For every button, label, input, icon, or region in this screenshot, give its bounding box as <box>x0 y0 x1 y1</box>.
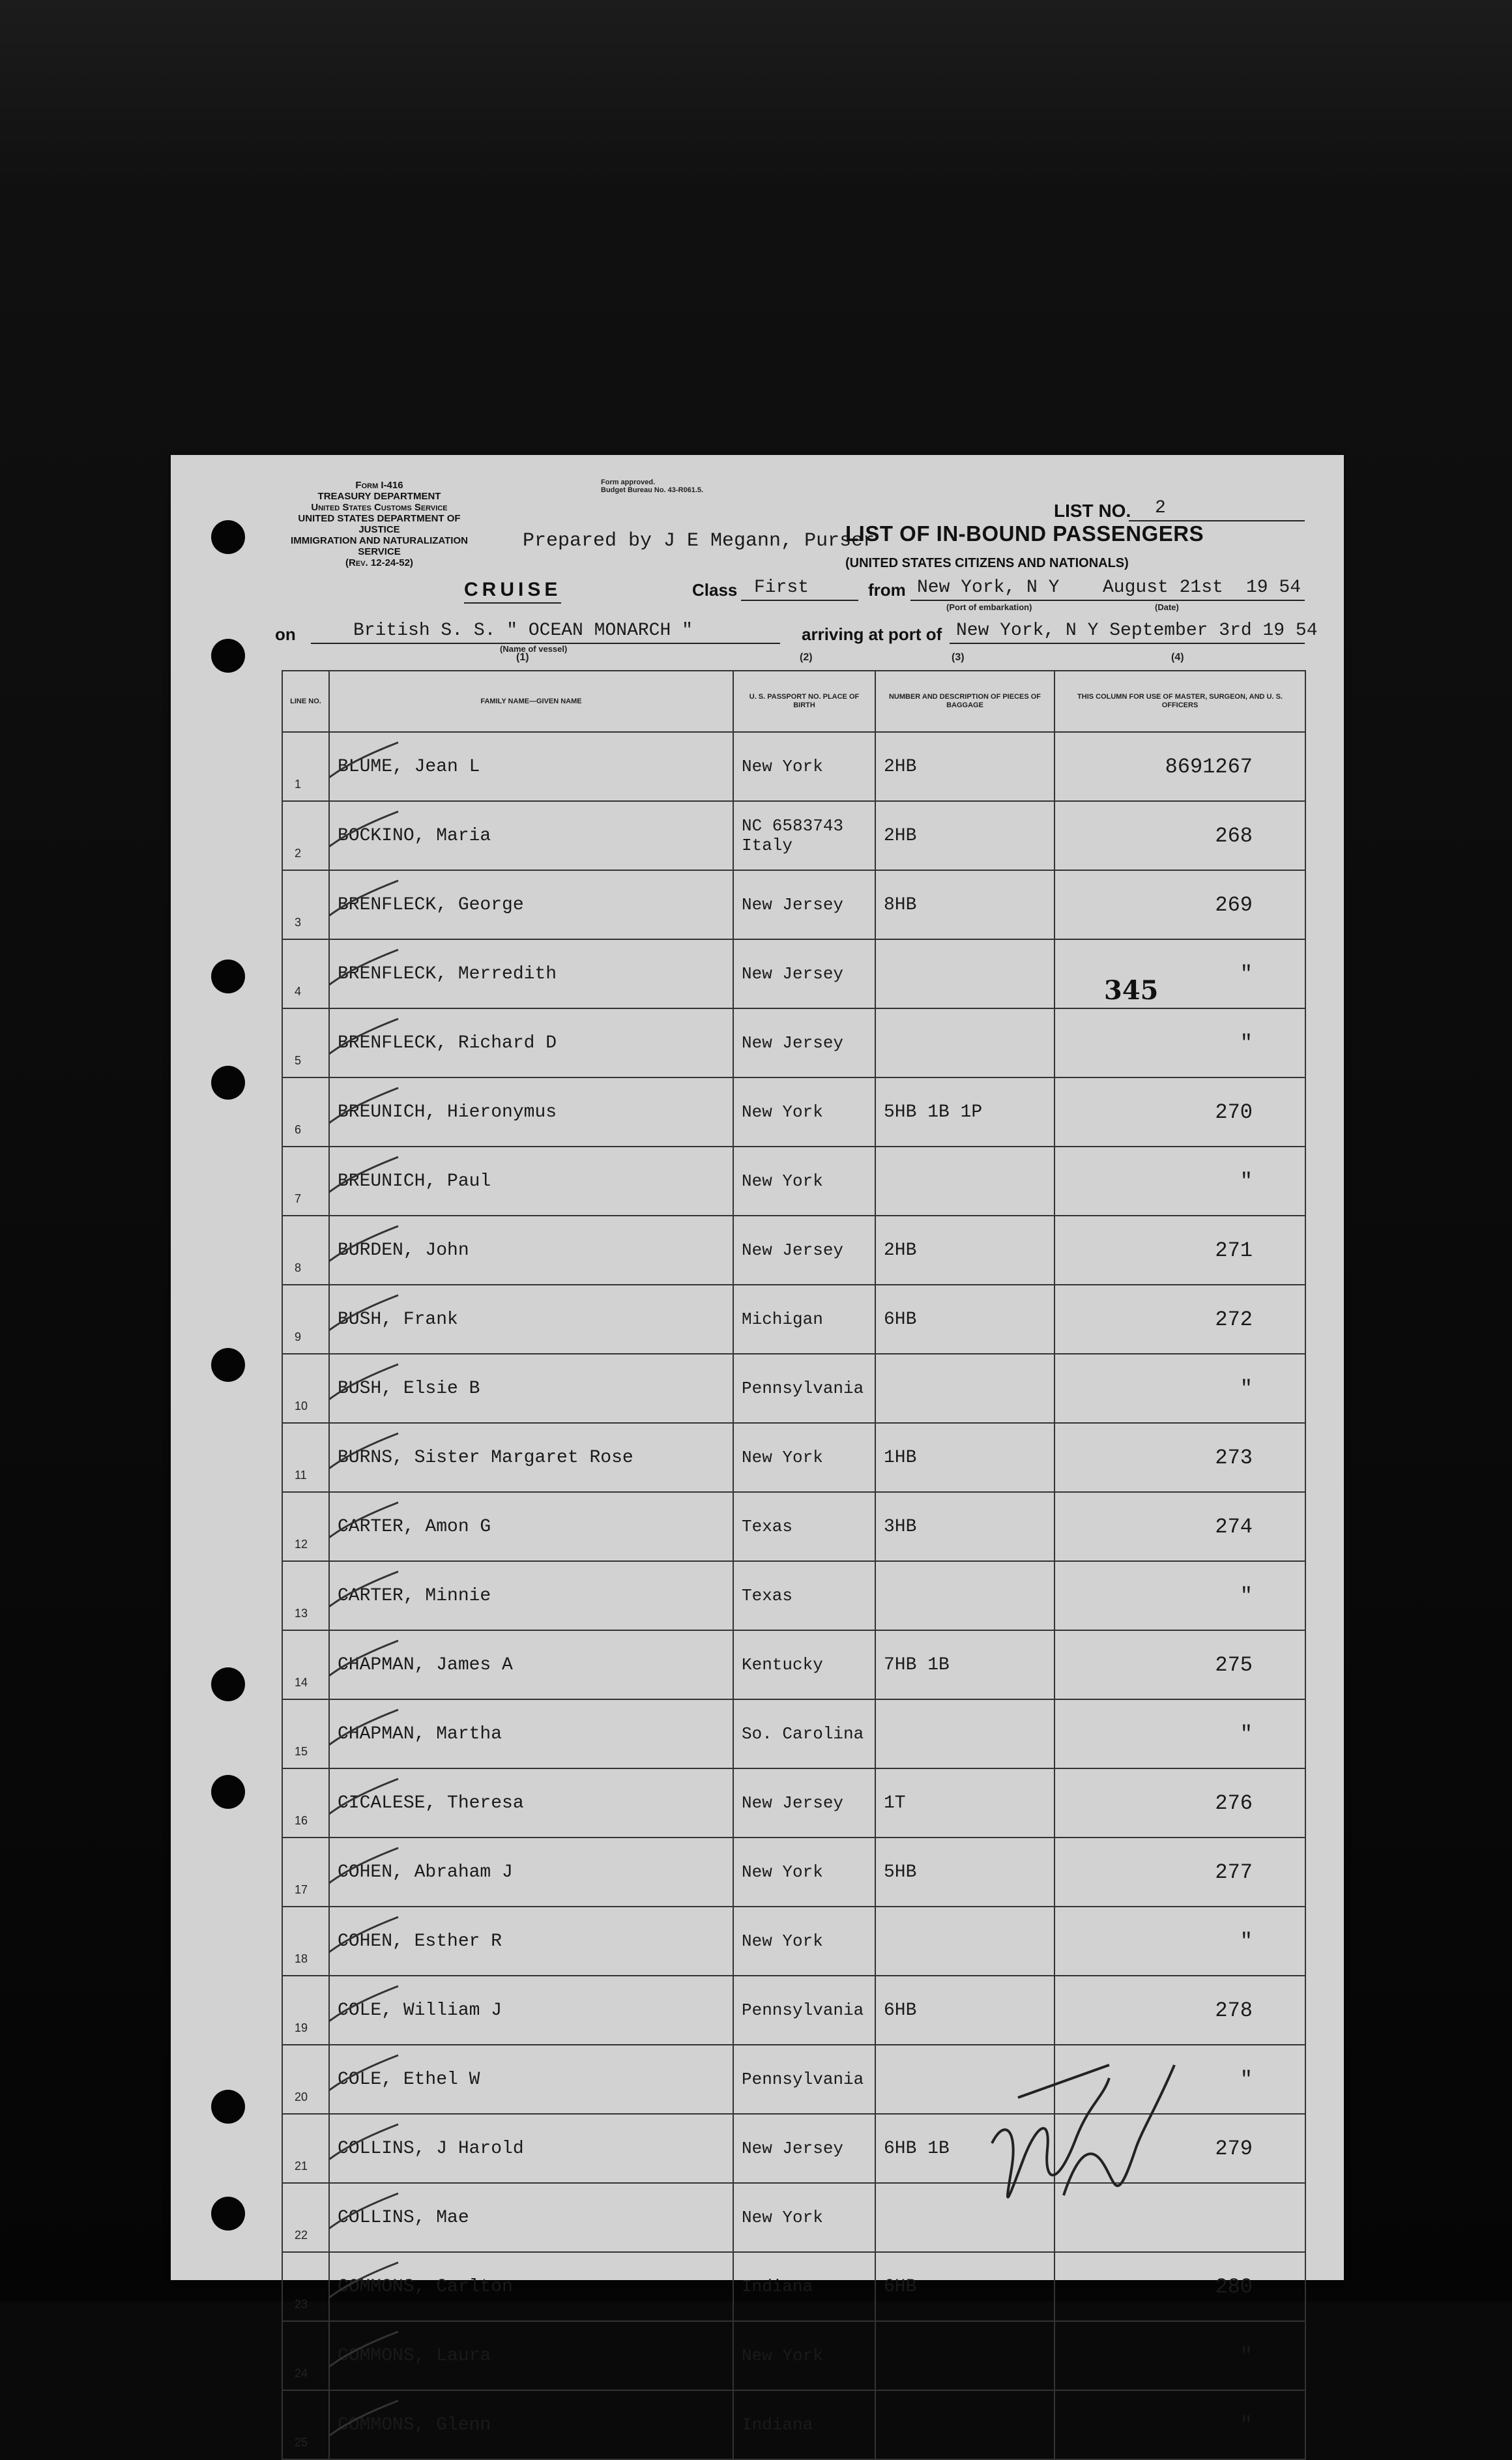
customs-label: United States Customs Service <box>311 502 448 513</box>
check-mark <box>329 2190 401 2236</box>
baggage-description: 6HB <box>875 1285 1054 1354</box>
manifest-page <box>171 455 1344 2449</box>
prepared-by: Prepared by J E Megann, Purser <box>523 530 875 552</box>
passenger-name: BURNS, Sister Margaret Rose <box>329 1423 733 1492</box>
vessel-value: British S. S. " OCEAN MONARCH " <box>353 621 693 641</box>
officer-use-value: 272 <box>1054 1285 1305 1354</box>
line-number: 5 <box>282 1008 329 1077</box>
form-approved-label: Form approved. <box>601 478 656 486</box>
date-caption: (Date) <box>1155 602 1179 612</box>
officer-use-value: 273 <box>1054 1423 1305 1492</box>
embarkation-port-value: New York, N Y <box>917 578 1060 598</box>
baggage-description <box>875 1699 1054 1768</box>
column-number-2: (2) <box>800 652 813 663</box>
column-number-3: (3) <box>952 652 965 663</box>
line-number: 22 <box>282 2183 329 2252</box>
port-caption: (Port of embarkation) <box>946 602 1032 612</box>
line-number: 13 <box>282 1561 329 1630</box>
baggage-description <box>875 1907 1054 1976</box>
place-of-birth: Michigan <box>733 1285 875 1354</box>
line-number: 19 <box>282 1976 329 2045</box>
passenger-name: BREUNICH, Paul <box>329 1147 733 1216</box>
arrival-value: New York, N Y September 3rd 19 54 <box>956 621 1318 641</box>
table-row <box>282 1976 1305 2045</box>
officer-use-value: 275 <box>1054 1630 1305 1699</box>
baggage-description <box>875 2321 1054 2390</box>
passenger-name: COHEN, Abraham J <box>329 1838 733 1907</box>
baggage-description: 1HB <box>875 1423 1054 1492</box>
passenger-name: BRENFLECK, Merredith <box>329 939 733 1008</box>
place-of-birth: New York <box>733 1077 875 1147</box>
officer-use-value: " <box>1054 1008 1305 1077</box>
punch-hole <box>211 1775 245 1809</box>
passenger-name: COHEN, Esther R <box>329 1907 733 1976</box>
table-row <box>282 2321 1305 2390</box>
list-title: LIST OF IN-BOUND PASSENGERS <box>845 521 1204 546</box>
place-of-birth: New Jersey <box>733 1008 875 1077</box>
place-of-birth: New York <box>733 1838 875 1907</box>
line-number: 7 <box>282 1147 329 1216</box>
check-mark <box>329 2121 401 2167</box>
officer-use-value: 268 <box>1054 801 1305 870</box>
from-underline <box>910 600 1305 601</box>
place-of-birth: NC 6583743 Italy <box>733 801 875 870</box>
check-mark <box>329 1499 401 1545</box>
from-label: from <box>868 580 906 600</box>
officer-use-value: 276 <box>1054 1768 1305 1838</box>
table-row <box>282 2114 1305 2183</box>
table-row <box>282 1907 1305 1976</box>
officer-use-value: " <box>1054 1907 1305 1976</box>
line-number: 4 <box>282 939 329 1008</box>
check-mark <box>329 1706 401 1752</box>
passenger-name: COLE, William J <box>329 1976 733 2045</box>
line-number: 20 <box>282 2045 329 2114</box>
baggage-description: 6HB <box>875 2252 1054 2321</box>
place-of-birth: Indiana <box>733 2252 875 2321</box>
class-underline <box>741 600 858 601</box>
officer-use-value: 271 <box>1054 1216 1305 1285</box>
officer-use-value: " <box>1054 2321 1305 2390</box>
embarkation-year-value: 19 54 <box>1246 578 1301 598</box>
place-of-birth: New Jersey <box>733 939 875 1008</box>
baggage-description <box>875 2045 1054 2114</box>
check-mark <box>329 1776 401 1821</box>
table-header-row <box>282 671 1305 732</box>
baggage-description: 6HB 1B <box>875 2114 1054 2183</box>
line-number: 15 <box>282 1699 329 1768</box>
passenger-name: COLLINS, Mae <box>329 2183 733 2252</box>
punch-hole <box>211 520 245 554</box>
stamp-number: 345 <box>1104 975 1159 1006</box>
check-mark <box>329 1016 401 1061</box>
baggage-description: 5HB <box>875 1838 1054 1907</box>
place-of-birth: Pennsylvania <box>733 1354 875 1423</box>
table-row <box>282 1147 1305 1216</box>
table-row <box>282 870 1305 939</box>
line-number: 8 <box>282 1216 329 1285</box>
form-number: Form I-416 <box>355 480 403 491</box>
on-label: on <box>275 624 296 644</box>
table-row <box>282 2390 1305 2459</box>
check-mark <box>329 2259 401 2305</box>
passenger-name: BOCKINO, Maria <box>329 801 733 870</box>
officer-use-value: " <box>1054 1699 1305 1768</box>
officer-use-value: 278 <box>1054 1976 1305 2045</box>
punch-hole <box>211 639 245 673</box>
table-row <box>282 1492 1305 1561</box>
baggage-description: 3HB <box>875 1492 1054 1561</box>
table-row <box>282 1838 1305 1907</box>
place-of-birth: Pennsylvania <box>733 1976 875 2045</box>
check-mark <box>329 1430 401 1476</box>
vessel-caption: (Name of vessel) <box>500 644 568 654</box>
baggage-description <box>875 1354 1054 1423</box>
line-number: 6 <box>282 1077 329 1147</box>
place-of-birth: New York <box>733 1147 875 1216</box>
passenger-name: BURDEN, John <box>329 1216 733 1285</box>
check-mark <box>329 1568 401 1614</box>
place-of-birth: Kentucky <box>733 1630 875 1699</box>
header-line-no: LINE NO. <box>282 671 329 732</box>
passenger-name: CICALESE, Theresa <box>329 1768 733 1838</box>
baggage-description: 8HB <box>875 870 1054 939</box>
officer-use-value: 277 <box>1054 1838 1305 1907</box>
table-row <box>282 1699 1305 1768</box>
line-number: 23 <box>282 2252 329 2321</box>
revision-label: (Rev. 12-24-52) <box>345 557 413 568</box>
line-number: 11 <box>282 1423 329 1492</box>
check-mark <box>329 1637 401 1683</box>
baggage-description: 7HB 1B <box>875 1630 1054 1699</box>
check-mark <box>329 1223 401 1268</box>
baggage-description <box>875 1147 1054 1216</box>
list-no-value: 2 <box>1155 498 1166 518</box>
form-approved-block <box>601 478 703 494</box>
passenger-name: CHAPMAN, Martha <box>329 1699 733 1768</box>
table-row <box>282 2252 1305 2321</box>
table-row <box>282 2183 1305 2252</box>
passenger-name: BREUNICH, Hieronymus <box>329 1077 733 1147</box>
check-mark <box>329 946 401 992</box>
arriving-label: arriving at port of <box>802 624 942 644</box>
place-of-birth: Pennsylvania <box>733 2045 875 2114</box>
punch-hole <box>211 1348 245 1382</box>
officer-use-value: 280 <box>1054 2252 1305 2321</box>
officer-use-value: " <box>1054 939 1305 1008</box>
check-mark <box>329 1292 401 1338</box>
place-of-birth: Indiana <box>733 2390 875 2459</box>
officer-use-value: " <box>1054 1561 1305 1630</box>
header-baggage: NUMBER AND DESCRIPTION OF PIECES OF BAGGAGE <box>875 671 1054 732</box>
check-mark <box>329 1983 401 2028</box>
budget-bureau-label: Budget Bureau No. 43-R061.5. <box>601 486 704 494</box>
check-mark <box>329 1154 401 1199</box>
passenger-name: COLLINS, J Harold <box>329 2114 733 2183</box>
list-subtitle: (UNITED STATES CITIZENS AND NATIONALS) <box>845 556 1129 570</box>
baggage-description <box>875 1561 1054 1630</box>
list-no-label: LIST NO. <box>1054 501 1131 521</box>
passenger-table-wrap <box>282 670 1305 2460</box>
cruise-label: CRUISE <box>464 579 561 604</box>
place-of-birth: New Jersey <box>733 2114 875 2183</box>
check-mark <box>329 877 401 923</box>
check-mark <box>329 808 401 854</box>
check-mark <box>329 2397 401 2443</box>
punch-hole <box>211 1667 245 1701</box>
place-of-birth: New York <box>733 1423 875 1492</box>
table-row <box>282 1561 1305 1630</box>
table-row <box>282 1768 1305 1838</box>
class-value: First <box>754 578 809 598</box>
passenger-name: COMMONS, Carlton <box>329 2252 733 2321</box>
place-of-birth: So. Carolina <box>733 1699 875 1768</box>
embarkation-date-value: August 21st <box>1103 578 1223 598</box>
baggage-description: 6HB <box>875 1976 1054 2045</box>
table-row <box>282 1077 1305 1147</box>
check-mark <box>329 1361 401 1407</box>
treasury-label: TREASURY DEPARTMENT <box>317 491 441 502</box>
table-row <box>282 1630 1305 1699</box>
check-mark <box>329 739 401 785</box>
check-mark <box>329 2328 401 2374</box>
passenger-name: COLE, Ethel W <box>329 2045 733 2114</box>
class-label: Class <box>692 580 738 600</box>
place-of-birth: New York <box>733 2321 875 2390</box>
check-mark <box>329 1845 401 1890</box>
officer-use-value: " <box>1054 2390 1305 2459</box>
baggage-description <box>875 2390 1054 2459</box>
baggage-description <box>875 939 1054 1008</box>
place-of-birth: New York <box>733 732 875 801</box>
baggage-description: 2HB <box>875 801 1054 870</box>
line-number: 1 <box>282 732 329 801</box>
passenger-name: BUSH, Frank <box>329 1285 733 1354</box>
table-row <box>282 2045 1305 2114</box>
passenger-name: CARTER, Amon G <box>329 1492 733 1561</box>
passenger-name: BLUME, Jean L <box>329 732 733 801</box>
header-name: FAMILY NAME—GIVEN NAME <box>329 671 733 732</box>
baggage-description <box>875 1008 1054 1077</box>
table-row <box>282 801 1305 870</box>
place-of-birth: New Jersey <box>733 1768 875 1838</box>
line-number: 9 <box>282 1285 329 1354</box>
officer-use-value: 274 <box>1054 1492 1305 1561</box>
baggage-description: 2HB <box>875 732 1054 801</box>
baggage-description <box>875 2183 1054 2252</box>
header-passport: U. S. PASSPORT NO. PLACE OF BIRTH <box>733 671 875 732</box>
officer-use-value: 270 <box>1054 1077 1305 1147</box>
place-of-birth: Texas <box>733 1492 875 1561</box>
officer-use-value: " <box>1054 1354 1305 1423</box>
table-row <box>282 1423 1305 1492</box>
baggage-description: 5HB 1B 1P <box>875 1077 1054 1147</box>
officer-use-value: 279 <box>1054 2114 1305 2183</box>
passenger-name: BRENFLECK, Richard D <box>329 1008 733 1077</box>
passenger-table <box>282 670 1306 2460</box>
punch-hole <box>211 2197 245 2231</box>
line-number: 25 <box>282 2390 329 2459</box>
place-of-birth: New York <box>733 2183 875 2252</box>
line-number: 2 <box>282 801 329 870</box>
check-mark <box>329 2052 401 2098</box>
place-of-birth: New Jersey <box>733 870 875 939</box>
line-number: 18 <box>282 1907 329 1976</box>
baggage-description: 2HB <box>875 1216 1054 1285</box>
line-number: 24 <box>282 2321 329 2390</box>
passenger-name: BUSH, Elsie B <box>329 1354 733 1423</box>
line-number: 12 <box>282 1492 329 1561</box>
check-mark <box>329 1914 401 1959</box>
punch-hole <box>211 2090 245 2124</box>
officer-use-value: " <box>1054 1147 1305 1216</box>
table-row <box>282 1216 1305 1285</box>
line-number: 21 <box>282 2114 329 2183</box>
officer-use-value: 269 <box>1054 870 1305 939</box>
line-number: 3 <box>282 870 329 939</box>
header-officer-use: THIS COLUMN FOR USE OF MASTER, SURGEON, AND U. S. OFFICERS <box>1054 671 1305 732</box>
ins-label: IMMIGRATION AND NATURALIZATION SERVICE <box>291 535 468 557</box>
passenger-name: CHAPMAN, James A <box>329 1630 733 1699</box>
form-agency-block <box>282 480 477 568</box>
column-number-4: (4) <box>1171 652 1184 663</box>
place-of-birth: New Jersey <box>733 1216 875 1285</box>
arrival-underline <box>950 643 1305 644</box>
passenger-name: COMMONS, Laura <box>329 2321 733 2390</box>
passenger-name: BRENFLECK, George <box>329 870 733 939</box>
column-number-1: (1) <box>516 652 529 663</box>
line-number: 14 <box>282 1630 329 1699</box>
passenger-name: COMMONS, Glenn <box>329 2390 733 2459</box>
officer-use-value: 8691267 <box>1054 732 1305 801</box>
baggage-description: 1T <box>875 1768 1054 1838</box>
table-row <box>282 732 1305 801</box>
place-of-birth: New York <box>733 1907 875 1976</box>
justice-label: UNITED STATES DEPARTMENT OF JUSTICE <box>298 513 461 535</box>
officer-use-value: " <box>1054 2045 1305 2114</box>
punch-hole <box>211 1066 245 1100</box>
check-mark <box>329 1085 401 1130</box>
passenger-name: CARTER, Minnie <box>329 1561 733 1630</box>
table-row <box>282 1285 1305 1354</box>
line-number: 17 <box>282 1838 329 1907</box>
place-of-birth: Texas <box>733 1561 875 1630</box>
table-row <box>282 1008 1305 1077</box>
line-number: 10 <box>282 1354 329 1423</box>
officer-use-value <box>1054 2183 1305 2252</box>
table-row <box>282 1354 1305 1423</box>
line-number: 16 <box>282 1768 329 1838</box>
punch-hole <box>211 959 245 993</box>
